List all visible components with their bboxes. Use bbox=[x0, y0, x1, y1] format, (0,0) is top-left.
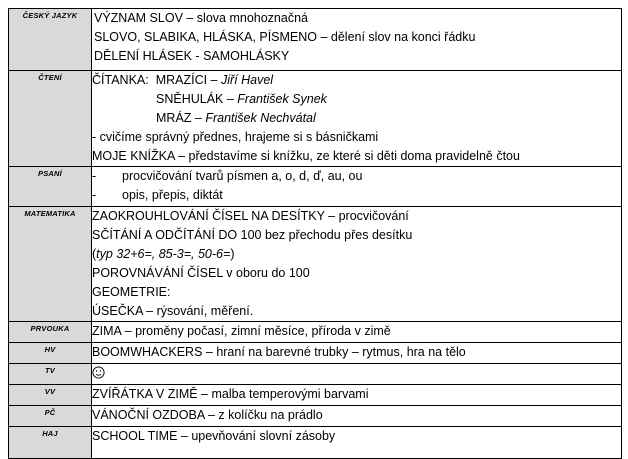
content-line: ZAOKROUHLOVÁNÍ ČÍSEL NA DESÍTKY – procvičování bbox=[92, 209, 409, 223]
content-cell-reading bbox=[92, 71, 622, 167]
content-line: ZVÍŘÁTKA V ZIMĚ – malba temperovými barvami bbox=[92, 387, 369, 401]
subject-cell-art bbox=[9, 385, 92, 406]
example-line: (typ 32+6=, 85-3=, 50-6=) bbox=[92, 247, 235, 261]
poem-line: MRÁZ – František Nechvátal bbox=[156, 111, 316, 125]
content-line: DĚLENÍ HLÁSEK - SAMOHLÁSKY bbox=[94, 49, 290, 63]
subject-cell-czech bbox=[9, 9, 92, 71]
content-cell-science bbox=[92, 322, 622, 343]
content-cell-pe bbox=[92, 364, 622, 385]
table-row-english bbox=[9, 427, 622, 459]
weekly-plan-table bbox=[8, 8, 622, 459]
content-line: VÁNOČNÍ OZDOBA – z kolíčku na prádlo bbox=[92, 408, 323, 422]
table-row-music bbox=[9, 343, 622, 364]
content-line: ÚSEČKA – rýsování, měření. bbox=[92, 304, 254, 318]
table-row-math bbox=[9, 207, 622, 322]
subject-cell-music bbox=[9, 343, 92, 364]
subject-label: MATEMATIKA bbox=[24, 209, 76, 218]
bullet-item: - procvičování tvarů písmen a, o, d, ď, au, ou bbox=[92, 169, 363, 183]
content-line: SCHOOL TIME – upevňování slovní zásoby bbox=[92, 429, 336, 443]
content-line: SČÍTÁNÍ A ODČÍTÁNÍ DO 100 bez přechodu přes desítku bbox=[92, 228, 413, 242]
content-cell-writing bbox=[92, 167, 622, 207]
content-cell-art bbox=[92, 385, 622, 406]
poem-title: MRAZÍCI bbox=[155, 73, 208, 87]
bullet-item: - opis, přepis, diktát bbox=[92, 188, 223, 202]
content-line: ZIMA – proměny počasí, zimní měsíce, příroda v zimě bbox=[92, 324, 391, 338]
table-row-crafts bbox=[9, 406, 622, 427]
subject-label: ČTENÍ bbox=[38, 73, 62, 82]
content-line: GEOMETRIE: bbox=[92, 285, 171, 299]
table-row-art bbox=[9, 385, 622, 406]
content-line: SLOVO, SLABIKA, HLÁSKA, PÍSMENO – dělení slov na konci řádku bbox=[94, 30, 476, 44]
subject-cell-english bbox=[9, 427, 92, 459]
content-line: POROVNÁVÁNÍ ČÍSEL v oboru do 100 bbox=[92, 266, 310, 280]
poem-author: František Nechvátal bbox=[205, 111, 316, 125]
subject-label: PČ bbox=[44, 408, 56, 417]
subject-label: HV bbox=[44, 345, 56, 354]
poem-line: ČÍTANKA: MRAZÍCI – Jiří Havel bbox=[92, 73, 274, 87]
content-cell-english bbox=[92, 427, 622, 459]
subject-cell-crafts bbox=[9, 406, 92, 427]
subject-label: HAJ bbox=[42, 429, 58, 438]
content-line: BOOMWHACKERS – hraní na barevné trubky – rytmus, hra na tělo bbox=[92, 345, 466, 359]
table-row-reading bbox=[9, 71, 622, 167]
subject-label: PSANÍ bbox=[38, 169, 62, 178]
poem-title: MRÁZ bbox=[156, 111, 192, 125]
content-cell-music bbox=[92, 343, 622, 364]
subject-cell-reading bbox=[9, 71, 92, 167]
subject-label: TV bbox=[45, 366, 55, 375]
reader-label: ČÍTANKA: bbox=[92, 73, 149, 87]
poem-author: Jiří Havel bbox=[220, 73, 274, 87]
content-line: VÝZNAM SLOV – slova mnohoznačná bbox=[94, 11, 308, 25]
content-line: - cvičíme správný přednes, hrajeme si s básničkami bbox=[92, 130, 379, 144]
subject-cell-science bbox=[9, 322, 92, 343]
poem-author: František Synek bbox=[237, 92, 327, 106]
subject-label: PRVOUKA bbox=[30, 324, 70, 333]
content-cell-math bbox=[92, 207, 622, 322]
content-line: MOJE KNÍŽKA – představíme si knížku, ze které si děti doma pravidelně čtou bbox=[92, 149, 520, 163]
subject-cell-writing bbox=[9, 167, 92, 207]
subject-cell-math bbox=[9, 207, 92, 322]
table-row-writing bbox=[9, 167, 622, 207]
table-row-pe bbox=[9, 364, 622, 385]
subject-label: ČESKÝ JAZYK bbox=[22, 11, 78, 20]
table-row-science bbox=[9, 322, 622, 343]
table-row-czech bbox=[9, 9, 622, 71]
smiley-face-icon bbox=[92, 366, 105, 379]
content-cell-crafts bbox=[92, 406, 622, 427]
subject-label: VV bbox=[44, 387, 56, 396]
content-cell-czech bbox=[92, 9, 622, 71]
subject-cell-pe bbox=[9, 364, 92, 385]
poem-line: SNĚHULÁK – František Synek bbox=[156, 92, 327, 106]
poem-title: SNĚHULÁK bbox=[156, 92, 224, 106]
